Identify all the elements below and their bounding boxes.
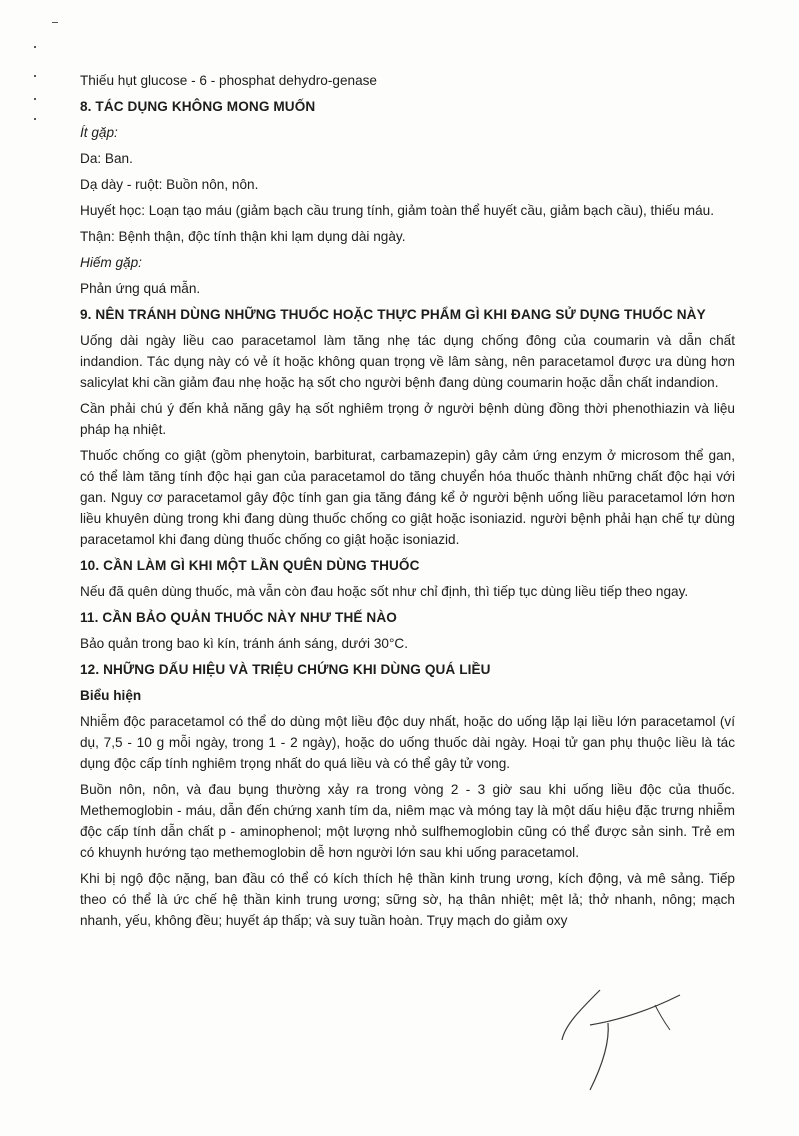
scan-mark	[34, 118, 36, 120]
document-body	[80, 70, 735, 936]
intro-line: Thiếu hụt glucose - 6 - phosphat dehydro-genase	[80, 73, 377, 88]
gi-effect: Dạ dày - ruột: Buồn nôn, nôn.	[80, 177, 259, 192]
section-12-paragraph: Khi bị ngộ độc nặng, ban đầu có thể có kích thích hệ thần kinh trung ương, kích động, và mê sảng. Tiếp theo có thể là ức chế hệ thần kinh trung ương; sững sờ, hạ thân nhiệt; mệt lả; thở nhanh, nông; mạch nhanh, yếu, không đều; huyết áp thấp; và suy tuần hoàn. Trụy mạch do giảm oxy	[80, 871, 735, 928]
blood-effect: Huyết học: Loạn tạo máu (giảm bạch cầu trung tính, giảm toàn thể huyết cầu, giảm bạch cầu), thiếu máu.	[80, 203, 714, 218]
scan-mark	[34, 98, 36, 100]
scan-mark	[52, 22, 58, 23]
handwritten-signature	[560, 985, 710, 1095]
section-12-heading: 12. NHỮNG DẤU HIỆU VÀ TRIỆU CHỨNG KHI DÙNG QUÁ LIỀU	[80, 662, 491, 677]
kidney-effect: Thận: Bệnh thận, độc tính thận khi lạm dụng dài ngày.	[80, 229, 406, 244]
section-12-paragraph: Buồn nôn, nôn, và đau bụng thường xảy ra trong vòng 2 - 3 giờ sau khi uống liều độc của thuốc. Methemoglobin - máu, dẫn đến chứng xanh tím da, niêm mạc và móng tay là một dấu hiệu đặc trưng nhiễm độc cấp tính dẫn chất p - aminophenol; một lượng nhỏ sulfhemoglobin cũng có thể được sản sinh. Trẻ em có khuynh hướng tạo methemoglobin dễ hơn người lớn sau khi uống paracetamol.	[80, 782, 735, 860]
section-11-heading: 11. CẦN BẢO QUẢN THUỐC NÀY NHƯ THẾ NÀO	[80, 610, 397, 625]
scan-mark	[34, 75, 36, 77]
rare-effects-label: Hiếm gặp:	[80, 255, 142, 270]
skin-effect: Da: Ban.	[80, 151, 133, 166]
rare-effect-item: Phản ứng quá mẫn.	[80, 281, 201, 296]
section-9-paragraph: Uống dài ngày liều cao paracetamol làm tăng nhẹ tác dụng chống đông của coumarin và dẫn chất indandion. Tác dụng này có vẻ ít hoặc không quan trọng về lâm sàng, nên paracetamol được ưa dùng hơn salicylat khi cần giảm đau nhẹ hoặc hạ sốt cho người bệnh đang dùng coumarin hoặc dẫn chất indandion.	[80, 333, 735, 390]
section-11-paragraph: Bảo quản trong bao kì kín, tránh ánh sáng, dưới 30°C.	[80, 636, 409, 651]
section-9-paragraph: Cần phải chú ý đến khả năng gây hạ sốt nghiêm trọng ở người bệnh dùng đồng thời phenothiazin và liệu pháp hạ nhiệt.	[80, 401, 735, 437]
section-12-paragraph: Nhiễm độc paracetamol có thể do dùng một liều độc duy nhất, hoặc do uống lặp lại liều lớn paracetamol (ví dụ, 7,5 - 10 g mỗi ngày, trong 1 - 2 ngày), hoặc do uống thuốc dài ngày. Hoại tử gan phụ thuộc liều là tác dụng độc cấp tính nghiêm trọng nhất do quá liều và có thể gây tử vong.	[80, 714, 735, 771]
section-10-paragraph: Nếu đã quên dùng thuốc, mà vẫn còn đau hoặc sốt như chỉ định, thì tiếp tục dùng liều tiếp theo ngay.	[80, 584, 689, 599]
common-effects-label: Ít gặp:	[80, 125, 118, 140]
section-9-paragraph: Thuốc chống co giật (gồm phenytoin, barbiturat, carbamazepin) gây cảm ứng enzym ở microsom thể gan, có thể làm tăng tính độc hại gan của paracetamol do tăng chuyển hóa thuốc thành những chất độc hại với gan. Nguy cơ paracetamol gây độc tính gan gia tăng đáng kể ở người bệnh uống liều paracetamol lớn hơn liều khuyên dùng trong khi đang dùng thuốc chống co giật hoặc isoniazid. người bệnh phải hạn chế tự dùng paracetamol khi đang dùng thuốc chống co giật hoặc isoniazid.	[80, 448, 735, 547]
section-10-heading: 10. CẦN LÀM GÌ KHI MỘT LẦN QUÊN DÙNG THUỐC	[80, 558, 420, 573]
section-12-subheading: Biểu hiện	[80, 688, 142, 703]
section-8-heading: 8. TÁC DỤNG KHÔNG MONG MUỐN	[80, 99, 316, 114]
section-9-heading: 9. NÊN TRÁNH DÙNG NHỮNG THUỐC HOẶC THỰC PHẨM GÌ KHI ĐANG SỬ DỤNG THUỐC NÀY	[80, 307, 706, 322]
scan-mark	[34, 46, 36, 48]
